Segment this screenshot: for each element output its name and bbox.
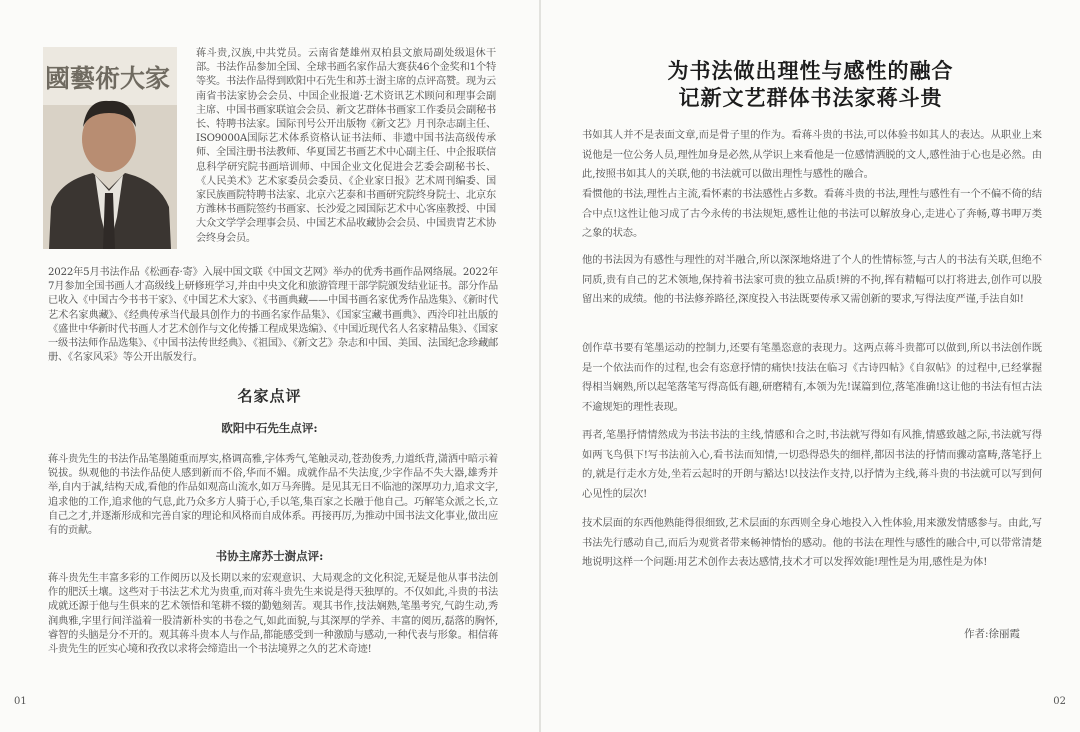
article-title-line2: 记新文艺群体书法家蒋斗贵 xyxy=(678,85,943,110)
article-title-line1: 为书法做出理性与感性的融合 xyxy=(667,58,954,83)
article-paragraph-3: 他的书法因为有感性与理性的对半融合,所以深深地烙进了个人的性情标签,与古人的书法有关联,但绝不同质,贵有自己的艺术领地,保持着书法家可贵的独立品质!辨的不拘,挥有精幅可以打将进去,创作可以股留出来的成绩。他的书法修养路径,深度投入书法既要传承又需创新的要求,写得法度严谨,手法自如! xyxy=(582,254,1042,305)
comment1-text: 蒋斗贵先生的书法作品笔墨随重而厚实,格调高雅,字体秀气,笔触灵动,苍劲俊秀,力道纸背,潇洒中暗示着锐拔。纵观他的书法作品使人感到新而不俗,华而不媚。成就作品不失法度,少字作品不失大器,雄秀并举,自内于誠,结构天成,看他的作品如观高山流水,如万马奔腾。是见其无日不临池的深厚功力,追求文字,追求他的工作,追求他的气息,此乃众多方人骑于心,手以笔,集百家之长融于他自己。巧解笔众派之长,立自己之才,并逐渐形成和完善自家的理论和风格而自成体系。再接再厉,为推动中国书法文化事业,做出应有的贡献。 xyxy=(48,454,498,537)
article-author: 作者:徐丽霞 xyxy=(963,628,1020,640)
portrait-image xyxy=(43,47,177,249)
article-paragraph-5: 再者,笔墨抒情情然成为书法书法的主线,情感和合之时,书法就写得如有风推,情感致越之际,书法就写得如两飞鸟俱下!写书法前入心,看书法而知情,一切恐得恐失的细样,都因书法的抒情而骤动富畴,落笔抒上的,就是行走水方处,坐若云起时的开朗与豁达!以技法作支持,以抒情为主线,蒋斗贵的书法就可以写到何心见性的层次! xyxy=(582,429,1042,500)
article-paragraph-4: 创作草书要有笔墨运动的控制力,还要有笔墨恣意的表现力。这两点蒋斗贵都可以做到,所以书法创作既是一个依法而作的过程,也会有恣意抒情的痛快!技法在临习《古诗四帖》《自叙帖》的过程中,已经掌握得相当娴熟,所以起笔落笔写得高低有趣,研磨精有,本领为先!谋篇到位,落笔准确!这让他的书法有恒古法不逾规矩的理性表现。 xyxy=(582,342,1042,413)
page-number-left: 01 xyxy=(14,696,27,707)
comment1-title: 欧阳中石先生点评: xyxy=(221,421,318,435)
works-text: 2022年5月书法作品《松画春·寄》入展中国文联《中国文艺网》举办的优秀书画作品网络展。2022年7月参加全国书画人才高级线上研修班学习,并由中央文化和旅游管理干部学院颁发结业证书。部分作品已收入《中国古今书书干家》、《中国艺术大家》、《书画典藏——中国书画名家优秀作品选集》、《新时代艺术名家典藏》、《经典传承当代最具创作力的书画名家作品集》、《国家宝藏书画典》、西泠印社出版的《盛世中华新时代书画人才艺术创作与文化传播工程成果选编》、《中国近现代名人名家精品集》、《国家一级书法师作品选集》、《中国书法传世经典》、《祖国》、《新文艺》杂志和中国、美国、法国纪念珍藏邮册、《名家风采》等公开出版发行。 xyxy=(48,267,498,364)
comment2-text: 蒋斗贵先生丰富多彩的工作阅历以及长期以来的宏观意识、大局观念的文化积淀,无疑是他从事书法创作的肥沃土壤。这些对于书法艺术尤为贵重,而对蒋斗贵先生来说是得天独厚的。不仅如此,斗贵的书法成就还源于他与生俱来的艺术领悟和笔耕不辍的勤勉刻苦。观其书作,技法娴熟,笔墨考究,气韵生动,秀润典雅,字里行间洋溢着一股清新朴实的书卷之气,如此面貌,与其深厚的学养、丰富的阅历,磊落的胸怀,睿智的头脑是分不开的。观其蒋斗贵本人与作品,都能感受到一种激励与感动,一种代表与形象。相信蒋斗贵先生的匠实心境和孜孜以求将会缔造出一个书法境界之久的艺术奇迹! xyxy=(48,573,498,656)
section-title: 名家点评 xyxy=(237,387,302,405)
photo-caption: 國藝術大家 xyxy=(45,64,171,93)
article-paragraph-6: 技术层面的东西他熟能得很细致,艺术层面的东西则全身心地投入入性体验,用来激发情感参与。由此,写书法先行感动自己,而后为观赏者带来畅神情怡的感动。他的书法在理性与感性的融合中,可以带常清楚地说明这样一个问题:用艺术创作去表达感情,技术才可以发挥效能!理性是为用,感性是为体! xyxy=(582,517,1042,568)
article-paragraph-1: 书如其人并不是表面文章,而是骨子里的作为。看蒋斗贵的书法,可以体验书如其人的表达。从职业上来说他是一位公务人员,理性加身是必然,从学识上来看他是一位感情洒脱的文人,感性油于心也是必然。由此,按照书如其人的关联,他的书法就可以做出理性与感性的融合。 xyxy=(582,129,1042,180)
artist-portrait xyxy=(43,47,177,249)
article-paragraph-2: 看惯他的书法,理性占主流,看怀素的书法感性占多数。看蒋斗贵的书法,理性与感性有一个不偏不倚的结合中点!这性让他习成了古今永传的书法规矩,感性让他的书法可以解放身心,走进心了奔畅,尊书呷万类之象的状态。 xyxy=(582,188,1042,239)
biography-text: 蒋斗贵,汉族,中共党员。云南省楚雄州双柏县文旅局副处级退休干部。书法作品参加全国、全球书画名家作品大赛获46个金奖和1个特等奖。书法作品得到欧阳中石先生和苏士澍主席的点评高赞。现为云南省书法家协会会员、中国企业报道·艺术资讯艺术顾问和理事会副主席、中国书画家联谊会会员、新文艺群体书画家工作委员会副秘书长、特聘书法家。国际刊号公开出版物《新文艺》月刊杂志副主任、ISO9000A国际艺术体系资格认证书法师、非遗中国书法高级传承师、全国注册书法教师、华夏国艺书画艺术中心副主任、中企报联信息科学研究院书画培训师、中国企业文化促进会艺委会副秘书长、《人民美术》艺术家委员会委员、《企业家日报》艺术周刊编委、国家民族画院特聘书法家、北京六艺泰和书画研究院终身院士、北京东方潍林书画院签约书画家、长沙爱之园国际艺术中心客座教授、中国大众文学学会理事会员、中国艺术品收藏协会会员、中国贵胄艺术协会终身会员。 xyxy=(196,48,496,244)
page-number-right: 02 xyxy=(1053,696,1066,707)
right-page xyxy=(541,0,1080,732)
left-page xyxy=(0,0,539,732)
comment2-title: 书协主席苏士澍点评: xyxy=(215,549,324,563)
